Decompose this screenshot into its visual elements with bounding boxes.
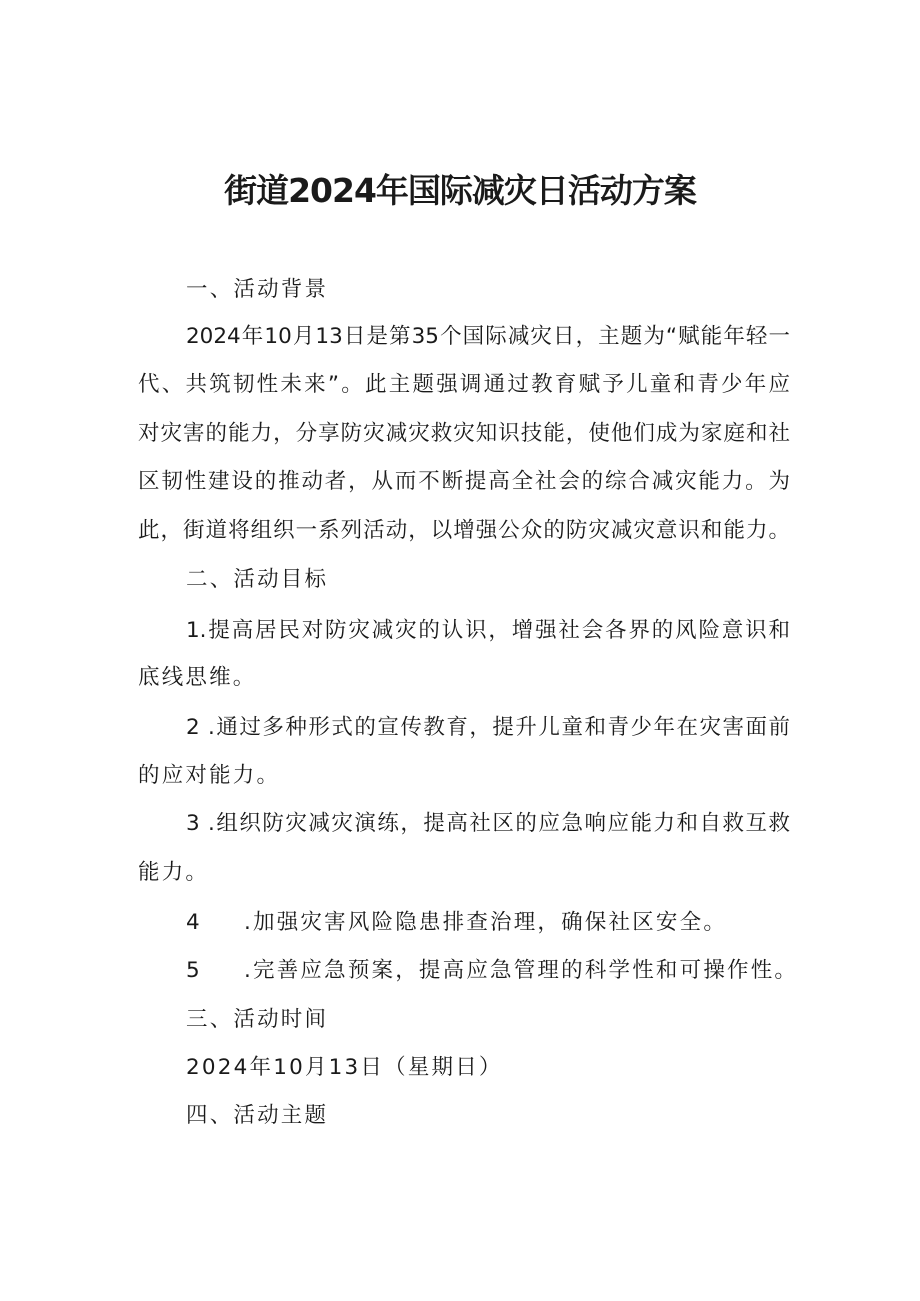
paragraph-line: 区韧性建设的推动者，从而不断提高全社会的综合减灾能力。为: [138, 469, 790, 494]
goal-number: 4: [186, 910, 202, 935]
goal-number: 5: [186, 958, 202, 983]
activity-date: 2024年10月13日（星期日）: [186, 1055, 503, 1080]
goal-item-line: 3 .组织防灾减灾演练，提高社区的应急响应能力和自救互救: [186, 811, 790, 836]
goal-item-5: [186, 955, 798, 987]
goal-text: .完善应急预案，提高应急管理的科学性和可操作性。: [244, 958, 799, 983]
paragraph-line: 2024年10月13日是第35个国际减灾日，主题为“赋能年轻一: [186, 324, 790, 349]
goal-text: .加强灾害风险隐患排查治理，确保社区安全。: [244, 910, 728, 935]
section-heading-background: 一、活动背景: [186, 277, 329, 302]
section-heading-time: 三、活动时间: [186, 1007, 329, 1032]
goal-item-line: 1.提高居民对防灾减灾的认识，增强社会各界的风险意识和: [186, 618, 790, 643]
section-heading-theme: 四、活动主题: [186, 1103, 329, 1128]
paragraph-line: 代、共筑韧性未来”。此主题强调通过教育赋予儿童和青少年应: [138, 372, 790, 397]
goal-item-line: 能力。: [138, 860, 210, 885]
section-heading-goals: 二、活动目标: [186, 567, 329, 592]
goal-item-4: [186, 907, 727, 939]
paragraph-line: 此，街道将组织一系列活动，以增强公众的防灾减灾意识和能力。: [138, 518, 790, 543]
document-title: 街道2024年国际减灾日活动方案: [224, 171, 696, 210]
paragraph-line: 对灾害的能力，分享防灾减灾救灾知识技能，使他们成为家庭和社: [138, 421, 790, 446]
goal-item-line: 的应对能力。: [138, 763, 281, 788]
goal-item-line: 底线思维。: [138, 665, 257, 690]
goal-item-line: 2 .通过多种形式的宣传教育，提升儿童和青少年在灾害面前: [186, 715, 790, 740]
